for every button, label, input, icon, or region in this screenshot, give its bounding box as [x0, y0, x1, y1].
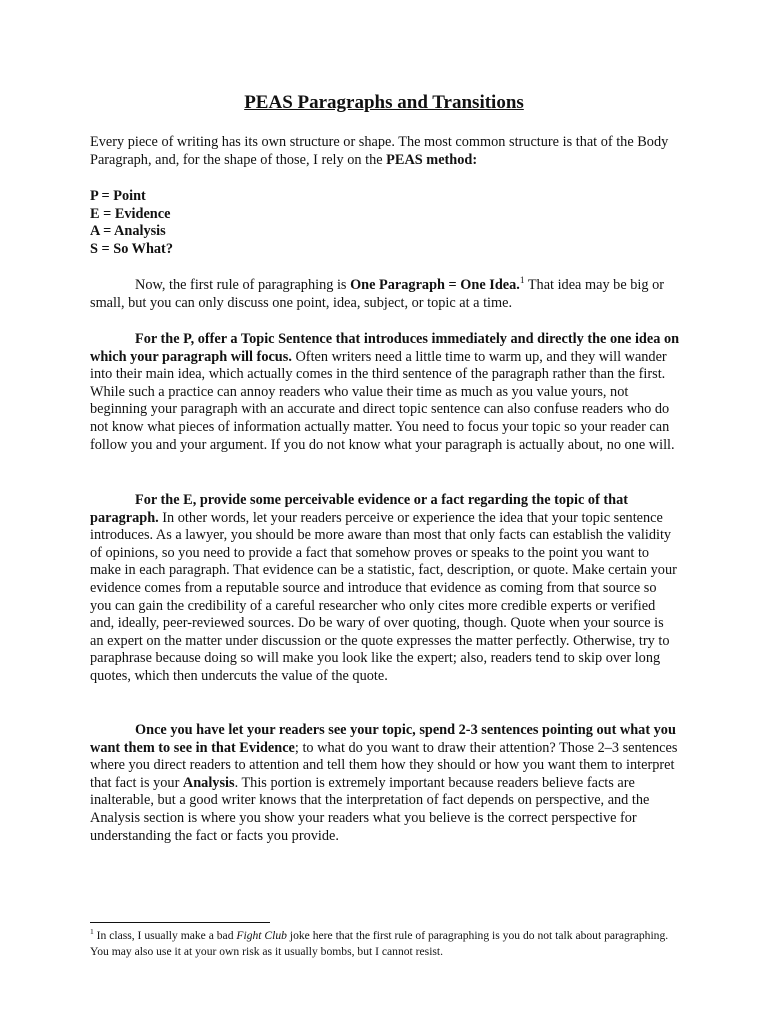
document-title: PEAS Paragraphs and Transitions: [244, 92, 524, 113]
evidence-text: In other words, let your readers perceive or experience the idea that your topic sentence introduces. As a lawyer, you should be more aware than most that only facts can establish the validity of opinions, so you need to provide a fact that somehow proves or speaks to the point you want to make in each paragraph. That evidence can be a statistic, fact, description, or quote. Make certain your evidence comes from a reputable source and introduce that evidence as coming from that source so you can gain the credibility of a careful researcher who only cites more credible experts or verified and, ideally, peer-reviewed sources. Do be wary of over quoting, though. Quote when your source is an expert on the matter under discussion or the quote expresses the matter perfectly. Otherwise, try to paraphrase because doing so will make you look like the expert; also, readers tend to skip over long quotes, which then undercuts the value of the quote.: [90, 509, 677, 684]
analysis-bold: Once you have let your readers see your topic, spend 2-3 sentences pointing out what you want them to see in that Evidence: [90, 722, 676, 756]
point-bold: For the P, offer a Topic Sentence that introduces immediately and directly the one idea on which your paragraph will focus.: [90, 331, 680, 365]
rule-paragraph: [90, 277, 680, 312]
intro-text: Every piece of writing has its own structure or shape. The most common structure is that of the Body Paragraph, and, for the shape of those, I rely on the: [90, 134, 669, 168]
point-text: Often writers need a little time to warm up, and they will wander into their main idea, which actually comes in the third sentence of the paragraph rather than the first. While such a practice can annoy readers who value their time as much as you value yours, not beginning your paragraph with an accurate and direct topic sentence can also confuse readers who do not know what pieces of information actually matter. You need to focus your topic so your reader can follow you and your argument. If you do not know what your paragraph is actually about, no one will.: [90, 348, 675, 453]
rule-bold: One Paragraph = One Idea.: [350, 277, 520, 293]
analysis-text-1: ; to what do you want to draw their attention? Those 2–3 sentences where you direct readers to attention and tell them how they should or how you want them to interpret that fact is your: [90, 739, 678, 791]
intro-bold: PEAS method:: [386, 151, 478, 168]
footnote-number: 1: [90, 927, 94, 937]
point-paragraph: [90, 331, 680, 454]
footnote: [90, 928, 680, 959]
rule-pre: Now, the first rule of paragraphing is: [135, 277, 351, 293]
peas-item-s: S = So What?: [90, 240, 173, 257]
footnote-italic: Fight Club: [236, 929, 287, 942]
analysis-text-2: . This portion is extremely important because readers believe facts are inalterable, but a good writer knows that the interpretation of fact depends on perspective, and the Analysis section is where you show your readers what you believe is the correct perspective for understanding the fact or facts you provide.: [90, 774, 650, 844]
footnote-divider: [90, 922, 270, 923]
rule-post: That idea may be big or small, but you can only discuss one point, idea, subject, or topic at a time.: [90, 277, 664, 311]
peas-item-e: E = Evidence: [90, 205, 171, 222]
footnote-post: joke here that the first rule of paragraphing is you do not talk about paragraphing. You may also use it at your own risk as it usually bombs, but I cannot resist.: [90, 929, 669, 958]
peas-item-a: A = Analysis: [90, 223, 166, 240]
footnote-ref: 1: [519, 276, 525, 287]
evidence-bold: For the E, provide some perceivable evidence or a fact regarding the topic of that paragraph.: [90, 492, 629, 526]
footnote-pre: In class, I usually make a bad: [93, 929, 237, 942]
analysis-bold-2: Analysis: [182, 774, 235, 791]
peas-item-p: P = Point: [90, 188, 146, 204]
evidence-paragraph: [90, 492, 680, 686]
peas-list: [90, 188, 680, 258]
analysis-paragraph: [90, 722, 680, 845]
intro-paragraph: [90, 134, 680, 169]
